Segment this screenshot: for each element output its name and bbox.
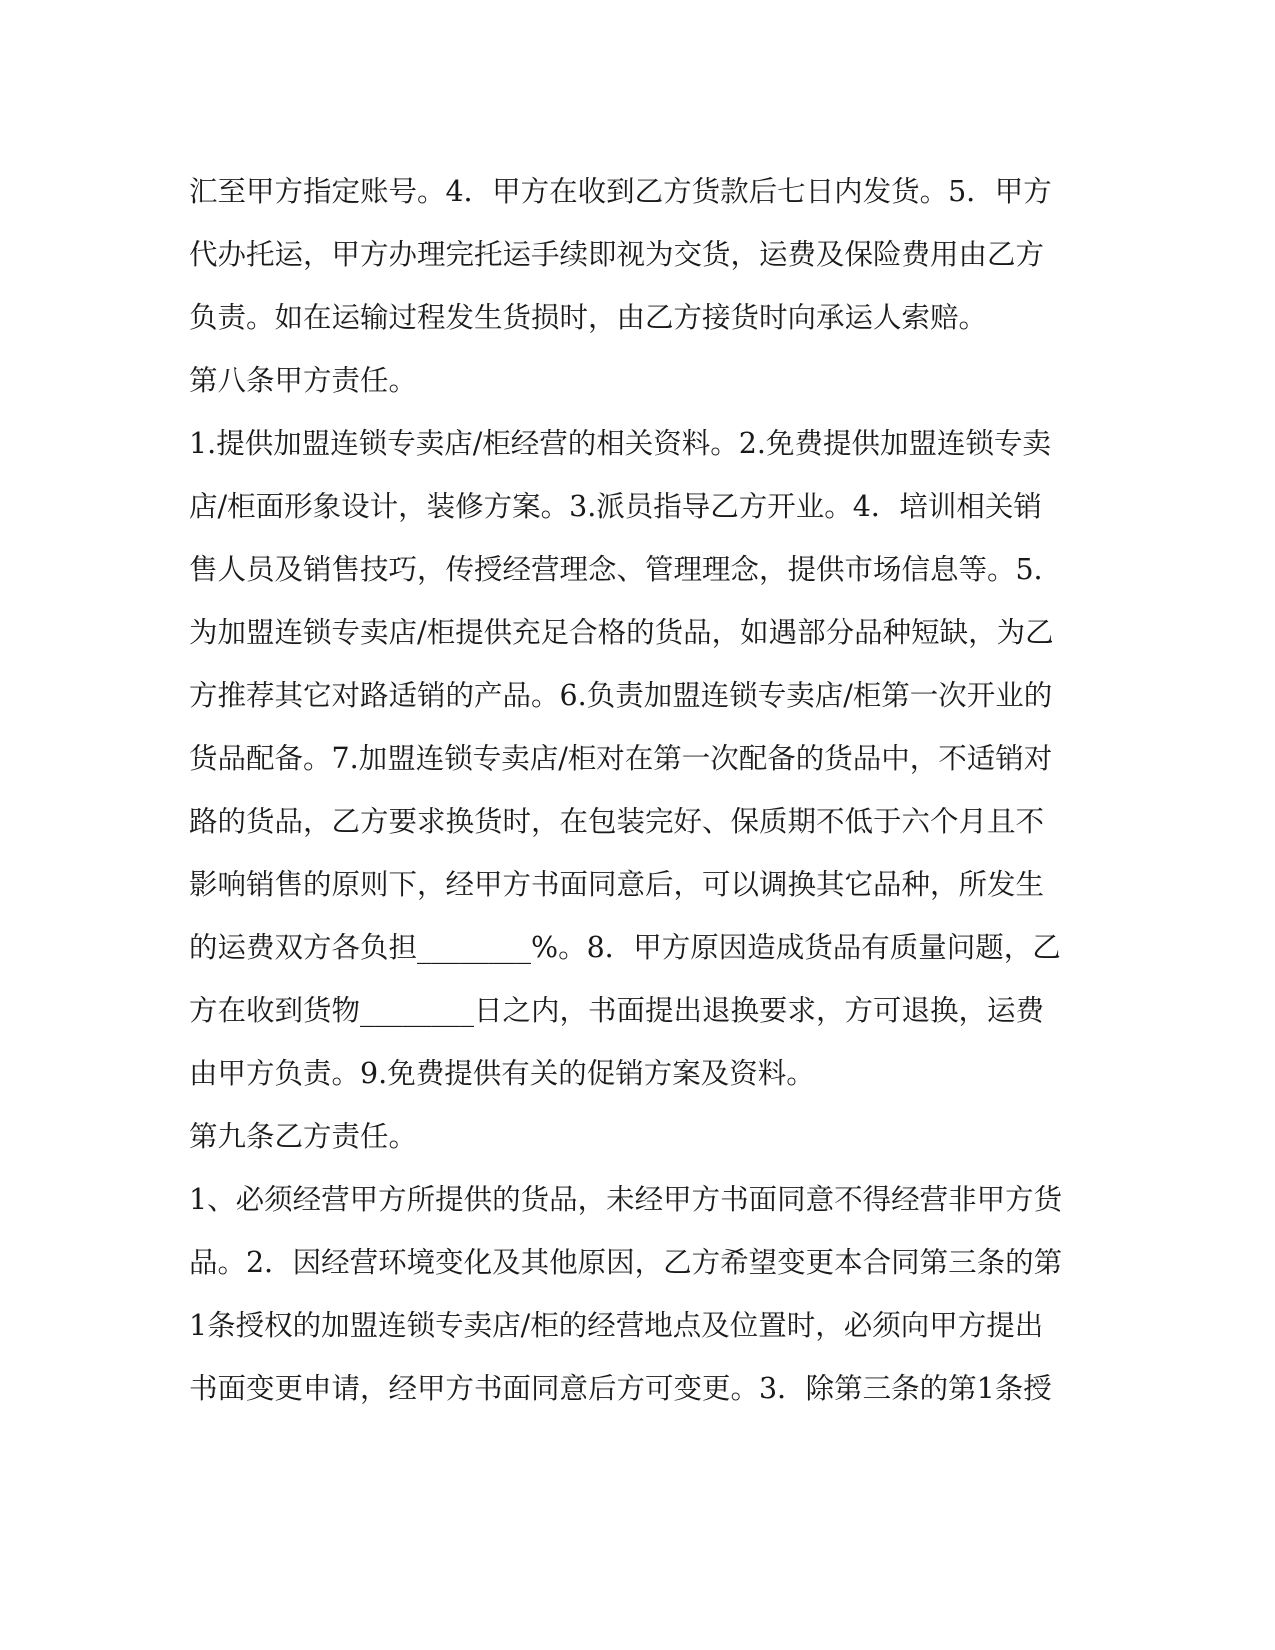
text-line: 1条授权的加盟连锁专卖店/柜的经营地点及位置时，必须向甲方提出 bbox=[189, 1309, 1044, 1342]
text-line: 汇至甲方指定账号。4．甲方在收到乙方货款后七日内发货。5．甲方 bbox=[189, 175, 1052, 208]
text-line: 路的货品，乙方要求换货时，在包装完好、保质期不低于六个月且不 bbox=[189, 805, 1045, 838]
text-line: 货品配备。7.加盟连锁专卖店/柜对在第一次配备的货品中，不适销对 bbox=[189, 742, 1053, 775]
text-line: 1、必须经营甲方所提供的货品，未经甲方书面同意不得经营非甲方货 bbox=[189, 1183, 1063, 1216]
text-line: 售人员及销售技巧，传授经营理念、管理理念，提供市场信息等。5． bbox=[189, 553, 1063, 586]
text-line: 为加盟连锁专卖店/柜提供充足合格的货品，如遇部分品种短缺，为乙 bbox=[189, 616, 1054, 649]
text-line: 影响销售的原则下，经甲方书面同意后，可以调换其它品种，所发生 bbox=[189, 868, 1045, 901]
contract-body-text bbox=[189, 160, 1089, 1420]
text-line: 1.提供加盟连锁专卖店/柜经营的相关资料。2.免费提供加盟连锁专卖 bbox=[189, 427, 1051, 460]
section-heading-article-8: 第八条甲方责任。 bbox=[189, 364, 418, 397]
text-line: 的运费双方各负担________%。8．甲方原因造成货品有质量问题，乙 bbox=[189, 931, 1061, 964]
text-line: 书面变更申请，经甲方书面同意后方可变更。3．除第三条的第1条授 bbox=[189, 1372, 1052, 1405]
text-line: 方在收到货物________日之内，书面提出退换要求，方可退换，运费 bbox=[189, 994, 1045, 1027]
section-heading-article-9: 第九条乙方责任。 bbox=[189, 1120, 418, 1153]
text-line: 由甲方负责。9.免费提供有关的促销方案及资料。 bbox=[189, 1057, 815, 1090]
text-line: 品。2．因经营环境变化及其他原因，乙方希望变更本合同第三条的第 bbox=[189, 1246, 1063, 1279]
text-line: 代办托运，甲方办理完托运手续即视为交货，运费及保险费用由乙方 bbox=[189, 238, 1045, 271]
text-line: 负责。如在运输过程发生货损时，由乙方接货时向承运人索赔。 bbox=[189, 301, 988, 334]
text-line: 店/柜面形象设计，装修方案。3.派员指导乙方开业。4．培训相关销 bbox=[189, 490, 1042, 523]
text-line: 方推荐其它对路适销的产品。6.负责加盟连锁专卖店/柜第一次开业的 bbox=[189, 679, 1053, 712]
